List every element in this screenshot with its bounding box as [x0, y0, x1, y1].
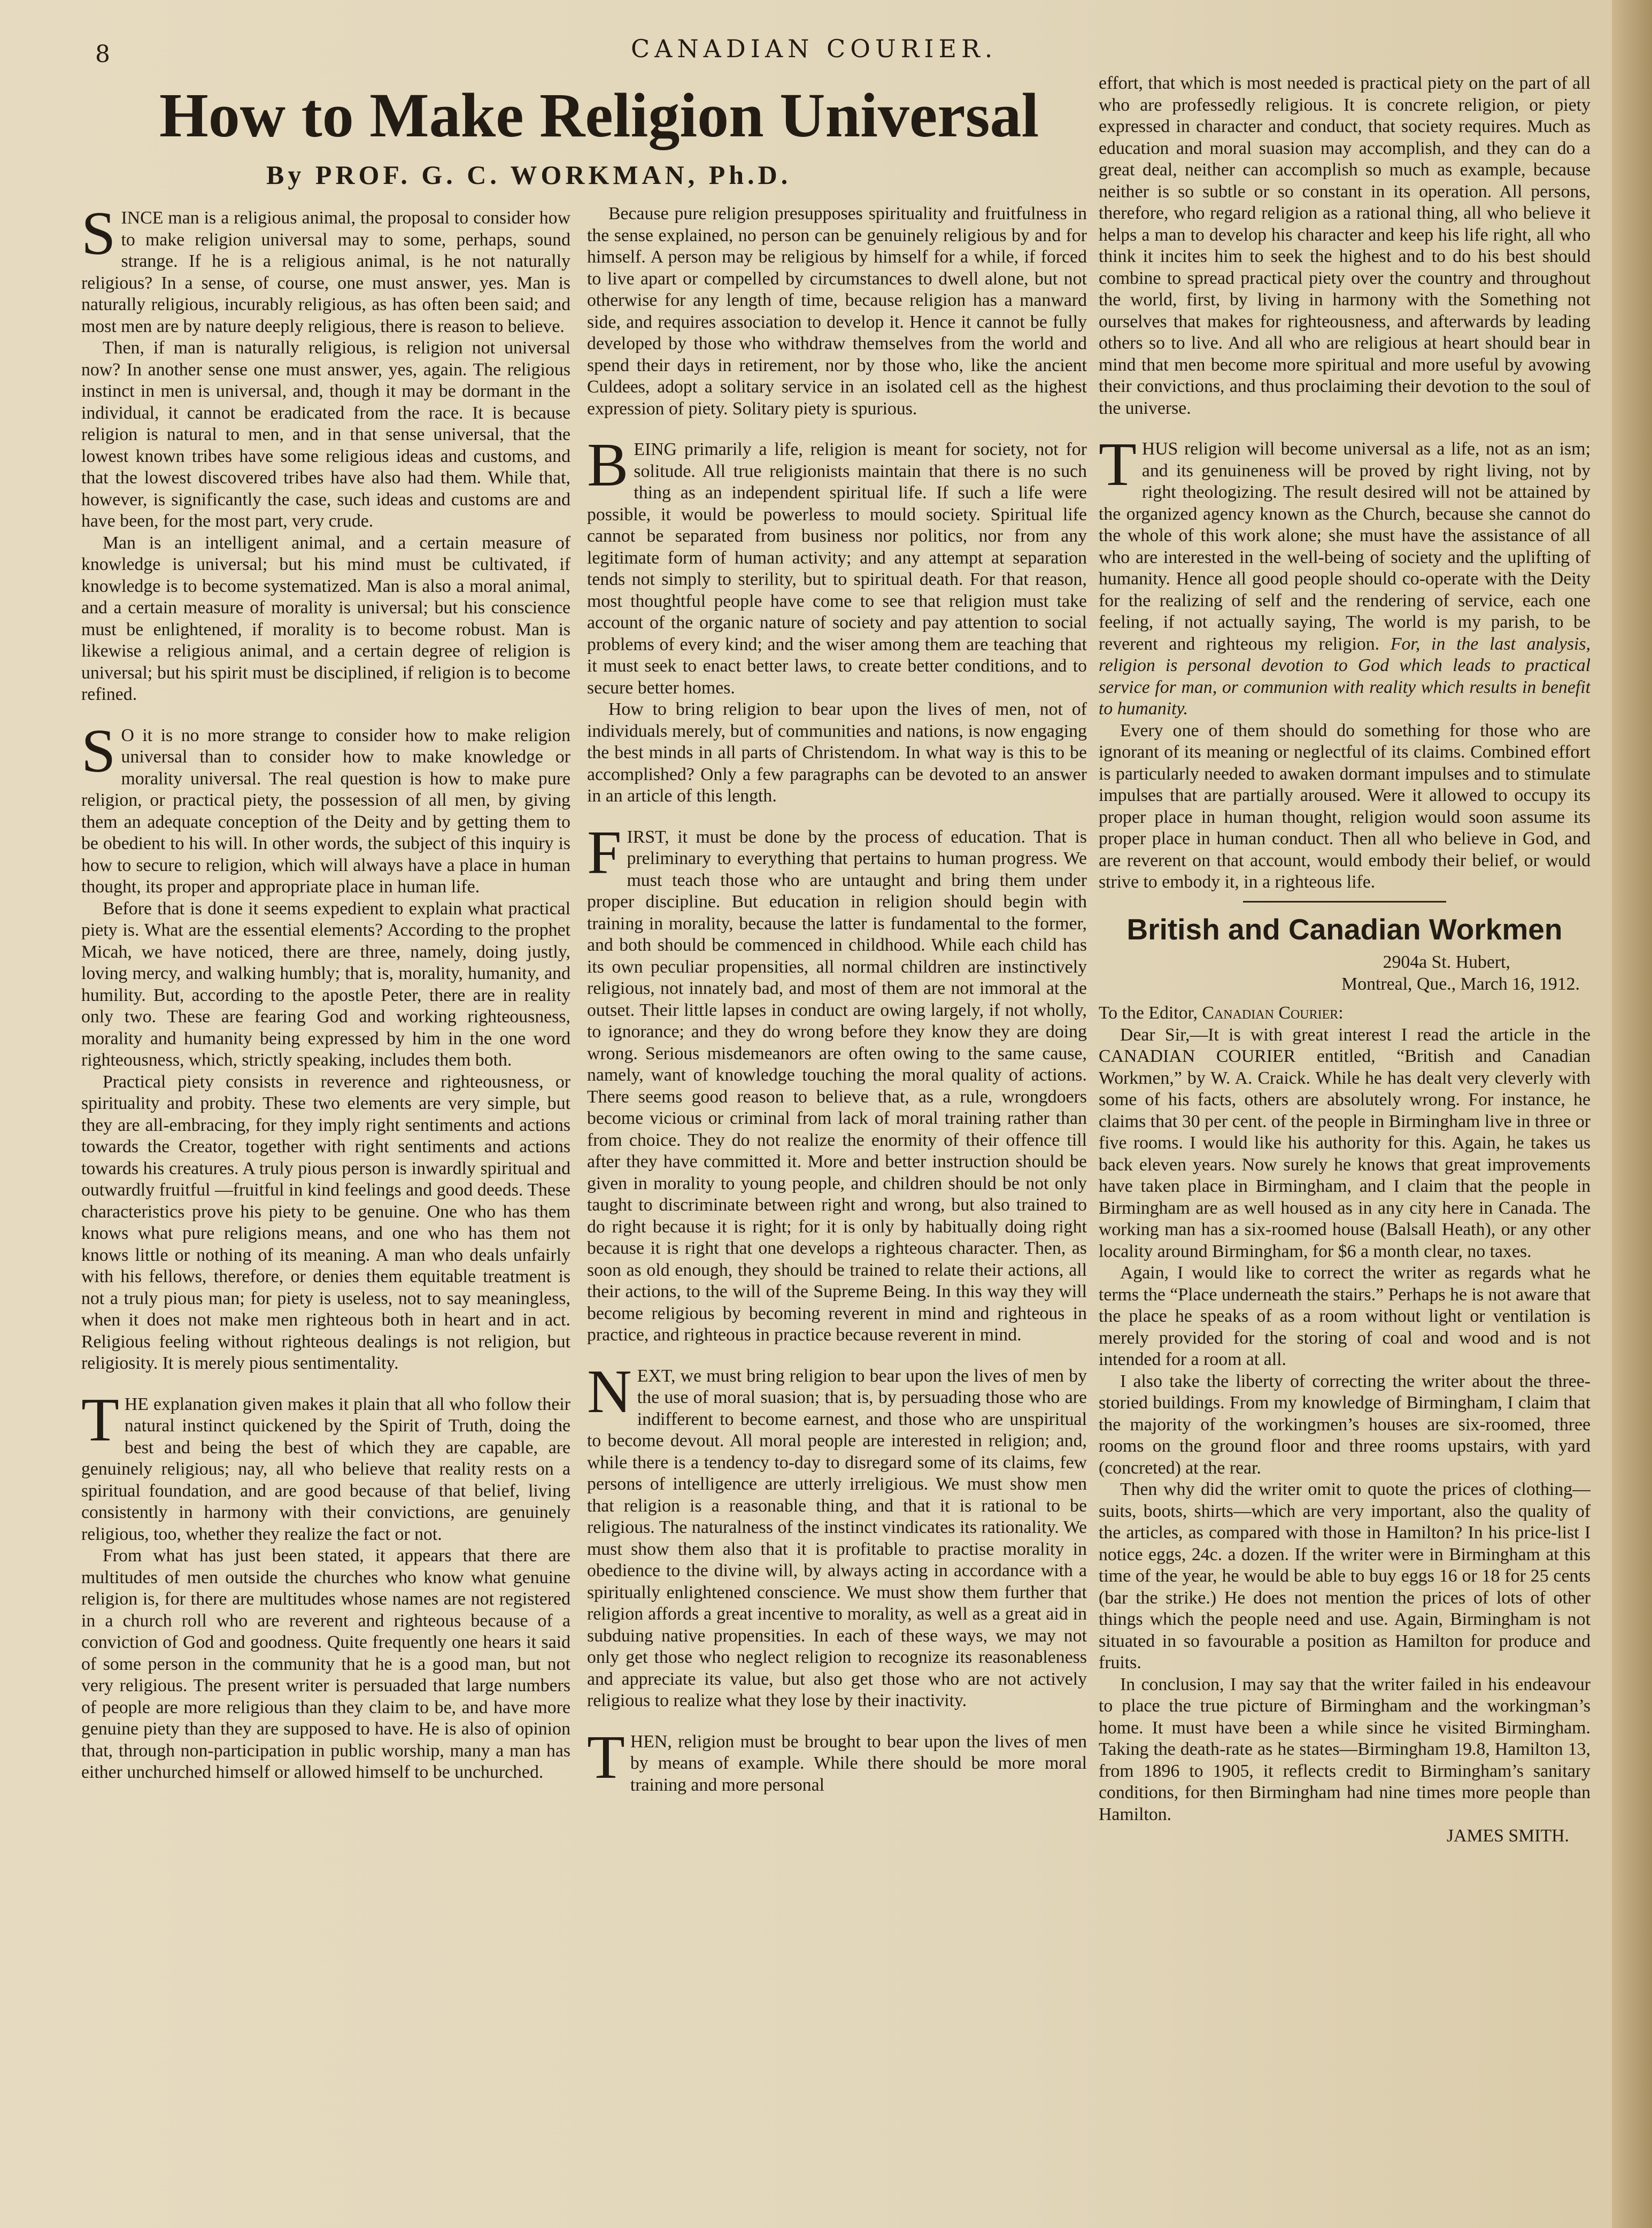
article-paragraph: [81, 207, 570, 337]
article-paragraph: How to bring religion to bear upon the lives of men, not of individuals merely, but of communities and nations, is now engaging the best minds in all parts of Christendom. In what way is this to be accomplished? Only a few paragraphs can be devoted to an answer in an article of this length.: [587, 699, 1087, 806]
article-column-2: [587, 203, 1087, 2203]
article-paragraph: effort, that which is most needed is practical piety on the part of all who are professedly religious. It is concrete religion, or piety expressed in character and conduct, that society requires. Much as education and moral suasion may accomplish, and they can do a great deal, neither can accomplish so much as example, because neither is so subtle or so constant in its operation. All persons, therefore, who regard religion as a rational thing, all who believe it helps a man to develop his character and keep his life right, all who think it incites him to seek the highest and to do his best should combine to spread practical piety over the country and throughout the world, first, by living in harmony with the Something not ourselves that makes for righteousness, and afterwards by leading others so to live. And all who are religious at heart should bear in mind that men become more spiritual and more useful by avowing their convictions, and thus proclaiming their devotion to the soul of the universe.: [1099, 73, 1591, 418]
article-paragraph: Then, if man is naturally religious, is religion not universal now? In another sense one must answer, yes, again. The religious instinct in men is universal, and, though it may be dormant in the individual, it cannot be eradicated from the race. It is because religion is natural to men, and in that sense universal, that the lowest known tribes have some religious ideas and customs, and that the lowest discovered tribes have also had them. While that, however, is significantly the case, such ideas and customs are and have been, for the most part, very crude.: [81, 338, 570, 531]
letter-signature: JAMES SMITH.: [1446, 1826, 1569, 1846]
article-paragraph: From what has just been stated, it appears that there are multitudes of men outside the churches who know what genuine religion is, for there are multitudes whose names are not registered in a church roll who are reverent and righteous because of a conviction of God and goodness. Quite frequently one hears it said of some person in the community that he is a good man, but not very religious. The present writer is persuaded that large numbers of people are more religious than they claim to be, and have more genuine piety than they are supposed to have. He is also of opinion that, through non-participation in public worship, many a man has either unchurched himself or allowed himself to be unchurched.: [81, 1546, 570, 1782]
paragraph-text: HE explanation given makes it plain that all who follow their natural instinct quickened by the Spirit of Truth, doing the best and being the best of which they are capable, are genuinely religious; nay, all who believe that reality rests on a spiritual foundation, and are good because of that belief, living consistently in harmony with their convictions, are genuinely religious, too, whether they realize the fact or not.: [81, 1394, 570, 1544]
section-gap: [587, 1712, 1087, 1731]
salutation-prefix: To the Editor,: [1099, 1003, 1198, 1023]
letter-address-line: 2904a St. Hubert,: [1383, 952, 1510, 972]
page-number: 8: [95, 41, 110, 68]
article-paragraph: [587, 1723, 1087, 1797]
article-paragraph: [587, 818, 1087, 1346]
paragraph-text: EXT, we must bring religion to bear upon the lives of men by the use of moral suasion; that is, by persuading those who are indifferent to become earnest, and those who are unspiritual to become devout. All moral people are interested in religion; and, while there is a tendency to-day to disregard some of its claims, few persons of intelligence are utterly irreligious. We must show men that religion is a reasonable thing, and that it is rational to be religious. The naturalness of the instinct vindicates its rationality. We must show them also that it is profitable to practise morality in obedience to the divine will, by always acting in accordance with a spiritually enlightened conscience. We must show them further that religion affords a great incentive to morality, as well as a great aid in subduing native propensities. In each of these ways, we may not only get those who neglect religion to recognize its reasonableness and appreciate its value, but also get those who are not actively religious to realize what they lose by their inactivity.: [587, 1366, 1087, 1710]
paragraph-text: HEN, religion must be brought to bear upon the lives of men by means of example. While there should be more moral training and more personal: [630, 1731, 1087, 1795]
drop-cap: T: [1099, 430, 1137, 499]
article-column-1: [81, 207, 570, 2202]
section-divider: [1243, 901, 1446, 903]
letter-paragraph: Then why did the writer omit to quote the prices of clothing—suits, boots, shirts—which are very important, also the quality of the articles, as compared with those in Hamilton? In his price-list I notice eggs, 24c. a dozen. If the writer were in Birmingham at this time of the year, he would be able to buy eggs 16 or 18 for 25 cents (bar the strike.) He does not mention the prices of lots of other things which the people need and use. Again, Birmingham is not situated in so favourable a position as Hamilton for produce and fruits.: [1099, 1479, 1591, 1672]
section-gap: [587, 420, 1087, 439]
letter-title: British and Canadian Workmen: [1126, 912, 1563, 946]
section-gap: [81, 1375, 570, 1394]
italic-conclusion: For, in the last analysis, religion is personal devotion to God which leads to practical service for man, or communion with reality which results in benefit to humanity.: [1099, 634, 1591, 719]
drop-cap: T: [81, 1385, 119, 1454]
article-title: How to Make Religion Universal: [159, 80, 1039, 150]
article-paragraph: Because pure religion presupposes spirituality and fruitfulness in the sense explained, no person can be genuinely religious by and for himself. A person may be religious by himself for a while, if forced to live apart or compelled by circumstances to dwell alone, but not otherwise for any length of time, because religion has a manward side, and requires association to develop it. Hence it cannot be fully developed by those who withdraw themselves from the world and spend their days in retirement, nor by those who, like the ancient Culdees, adopt a solitary service in an isolated cell as the highest expression of piety. Solitary piety is spurious.: [587, 204, 1087, 419]
drop-cap: B: [587, 431, 629, 499]
drop-cap: F: [587, 818, 622, 887]
letter-paragraph: I also take the liberty of correcting the writer about the three-storied buildings. From my knowledge of Birmingham, I claim that the majority of the workingmen’s houses are six-roomed, three rooms on the ground floor and three rooms upstairs, with yard (concreted) at the rear.: [1099, 1371, 1591, 1478]
section-gap: [81, 706, 570, 725]
drop-cap: S: [81, 716, 116, 785]
letter-paragraph: In conclusion, I may say that the writer failed in his endeavour to place the true picture of Birmingham and the workingman’s home. It must have been a while since he visited Birmingham. Taking the death-rate as he states—Birmingham 19.8, Hamilton 13, from 1896 to 1905, it reflects credit to Birmingham’s sanitary conditions, for then Birmingham had nine times more people than Hamilton.: [1099, 1674, 1591, 1824]
article-paragraph: Man is an intelligent animal, and a certain measure of knowledge is universal; but his mind must be cultivated, if knowledge is to become systematized. Man is also a moral animal, and a certain measure of morality is universal; but his conscience must be enlightened, if morality is to become robust. Man is likewise a religious animal, and a certain degree of religion is universal; but his spirit must be disciplined, if religion is to become refined.: [81, 533, 570, 704]
drop-cap: N: [587, 1357, 632, 1426]
section-gap: [1099, 419, 1591, 438]
article-paragraph: Every one of them should do something for those who are ignorant of its meaning or neglectful of its claims. Combined effort is particularly needed to awaken dormant impulses and to stimulate impulses that are partially aroused. Were it allowed to occupy its proper place in human thought, religion would soon assume its proper place in human conduct. Then all who believe in God, and are reverent on that account, would embody their belief, or would strive to embody it, in a righteous life.: [1099, 720, 1591, 892]
article-paragraph: Before that is done it seems expedient to explain what practical piety is. What are the essential elements? According to the prophet Micah, we have noticed, there are three, namely, doing justly, loving mercy, and walking humbly; that is, morality, humanity, and humility. But, according to the apostle Peter, there are in reality only two. These are fearing God and working righteousness, morality and humanity being expressed by him in the one word righteousness, which, strictly speaking, includes them both.: [81, 898, 570, 1070]
letter-paragraph: Dear Sir,—It is with great interest I read the article in the CANADIAN COURIER entitled, “British and Canadian Workmen,” by W. A. Craick. While he has dealt very cleverly with some of his facts, others are absolutely wrong. For instance, he claims that 30 per cent. of the people in Birmingham live in three or five rooms. I would like his authority for this. Again, he takes us back eleven years. Now surely he knows that great improvements have taken place in Birmingham, and I claim that the people in Birmingham are as well housed as in any city here in Canada. The working man has a six-roomed house (Balsall Heath), or any other locality around Birmingham, for $6 a month clear, no taxes.: [1099, 1024, 1591, 1261]
drop-cap: S: [81, 207, 116, 268]
article-byline: By PROF. G. C. WORKMAN, Ph.D.: [266, 160, 792, 190]
letter-date-line: Montreal, Que., March 16, 1912.: [1341, 974, 1580, 994]
paragraph-text: EING primarily a life, religion is meant for society, not for solitude. All true religionists maintain that there is no such thing as an independent spiritual life. If such a life were possible, it would be powerless to mould society. Spiritual life cannot be separated from business nor politics, nor from any legitimate form of human activity; and any attempt at separation tends not simply to sterility, but to spiritual death. For that reason, most thoughtful people have come to see that religion must take account of the organic nature of society and pay attention to social problems of every kind; and the wiser among them are teaching that it must seek to enact better laws, to create better conditions, and to secure better homes.: [587, 440, 1087, 698]
article-paragraph: [587, 431, 1087, 699]
paragraph-text: IRST, it must be done by the process of education. That is preliminary to everything that pertains to human progress. We must teach those who are untaught and bring them under proper discipline. But education in religion should begin with training in morality, because the latter is fundamental to the former, and both should be commenced in childhood. While each child has its own peculiar propensities, all normal children are instinctively religious, not innately bad, and most of them are not immoral at the outset. Their little lapses in conduct are owing largely, if not wholly, to ignorance; and they do wrong before they know they are doing wrong. Serious misdemeanors are often owing to the same cause, namely, want of knowledge touching the moral quality of actions. There seems good reason to believe that, as a rule, wrongdoers become vicious or criminal from lack of moral training rather than from choice. They do not realize the enormity of their offence till after they have committed it. More and better instruction should be given in morality to young people, and children should be not only taught to discriminate between right and wrong, but also trained to do right because it is right; for it is only by habitually doing right because it is right that one develops a righteous character. Then, as soon as old enough, they should be trained to relate their actions, all their actions, to the will of the Supreme Being. In this way they will become religious by becoming reverent in mind and righteous in practice, and righteous in practice because reverent in mind.: [587, 827, 1087, 1345]
letter-paragraph: Again, I would like to correct the writer as regards what he terms the “Place underneath the stairs.” Perhaps he is not aware that the place he speaks of as a room without light or ventilation is merely provided for the storing of coal and wood and is not intended for a room at all.: [1099, 1263, 1591, 1369]
article-column-3: [1099, 73, 1591, 2206]
article-paragraph: [587, 1357, 1087, 1712]
article-paragraph: [81, 716, 570, 898]
page-spine-shadow: [1612, 0, 1652, 2228]
article-paragraph: Practical piety consists in reverence and righteousness, or spirituality and probity. These two elements are very simple, but they are all-embracing, for they imply right sentiments and actions towards the Creator, together with right sentiments and actions towards his creatures. A truly pious person is inwardly spiritual and outwardly fruitful —fruitful in kind feelings and good deeds. These characteristics prove his piety to be genuine. One who has them knows what pure religions means, and one who has them not knows little or nothing of its meaning. A man who deals unfairly with his fellows, therefore, or denies them equitable treatment is not a truly pious man; for piety is useless, not to say meaningless, when it does not make men righteous both in heart and in act. Religious feeling without righteous dealings is not religion, but religiosity. It is merely pious sentimentality.: [81, 1071, 570, 1373]
paragraph-text: INCE man is a religious animal, the proposal to consider how to make religion universal may to some, perhaps, sound strange. If he is a religious animal, is he not naturally religious? In a sense, of course, one must answer, yes. Man is naturally religious, incurably religious, as has often been said; and most men are by nature deeply religious, there is reason to believe.: [81, 208, 570, 336]
section-gap: [587, 1346, 1087, 1366]
article-paragraph: [1099, 430, 1591, 720]
salutation-name: Canadian Courier:: [1202, 1003, 1344, 1023]
running-title: CANADIAN COURIER.: [631, 34, 998, 63]
article-paragraph: [81, 1385, 570, 1546]
letter-salutation: [1099, 1003, 1591, 1024]
paragraph-text: HUS religion will become universal as a life, not as an ism; and its genuineness will be proved by right living, not by right theologizing. The result desired will not be attained by the organized agency known as the Church, because she cannot do the whole of this work alone; she must have the assistance of all who are interested in the well-being of society and the uplifting of humanity. Hence all good people should co-operate with the Deity for the realizing of self and the rendering of service, each one feeling, if not actually saying, The world is my parish, to be reverent and righteous my religion.: [1099, 439, 1591, 654]
paragraph-text: O it is no more strange to consider how to make religion universal than to consider how to make knowledge or morality universal. The real question is how to make pure religion, or practical piety, the possession of all men, by giving them an adequate conception of the Deity and by getting them to be obedient to his will. In other words, the subject of this inquiry is how to secure to religion, which will always have a place in human thought, its proper and appropriate place in human life.: [81, 725, 570, 897]
section-gap: [587, 807, 1087, 827]
drop-cap: T: [587, 1723, 625, 1792]
